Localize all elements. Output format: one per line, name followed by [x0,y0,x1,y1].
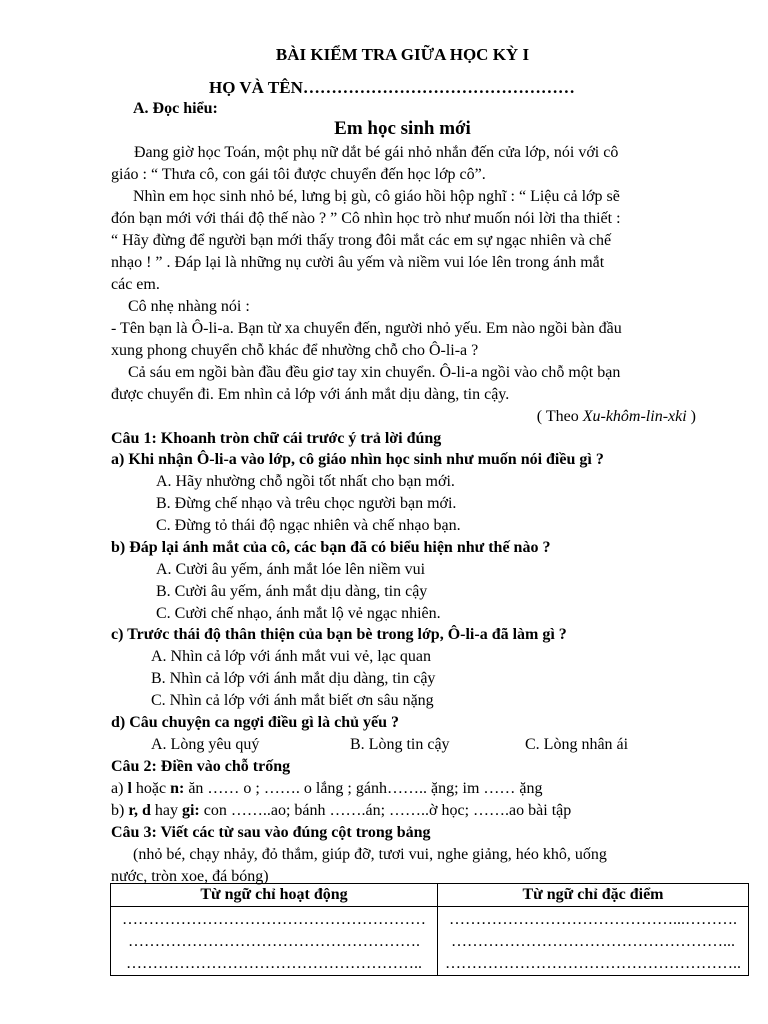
q1a-option-c[interactable]: C. Đừng tỏ thái độ ngạc nhiên và chế nhạo bạn. [156,517,461,534]
story-title: Em học sinh mới [334,118,471,139]
name-line: HỌ VÀ TÊN………………………………………… [209,78,575,97]
story-line: Cô nhẹ nhàng nói : [128,298,250,315]
q1c-question: c) Trước thái độ thân thiện của bạn bè trong lớp, Ô-li-a đã làm gì ? [111,626,567,643]
q1c-option-c[interactable]: C. Nhìn cả lớp với ánh mắt biết ơn sâu nặng [151,692,434,709]
story-line: Cả sáu em ngồi bàn đầu đều giơ tay xin chuyển. Ô-li-a ngồi vào chỗ một bạn [128,364,621,381]
answer-dotline[interactable]: ………………………………………………… [122,911,426,928]
story-line: các em. [111,276,160,293]
q1b-question: b) Đáp lại ánh mắt của cô, các bạn đã có biểu hiện như thế nào ? [111,539,551,556]
story-line: Nhìn em học sinh nhỏ bé, lưng bị gù, cô giáo hồi hộp nghĩ : “ Liệu cả lớp sẽ [133,188,620,205]
table-row [111,907,749,976]
story-line: đón bạn mới với thái độ thế nào ? ” Cô nhìn học trò như muốn nói lời tha thiết : [111,210,621,227]
q3-words-line: nước, tròn xoe, đá bóng) [111,868,269,885]
story-line: “ Hãy đừng để người bạn mới thấy trong đôi mắt các em sự ngạc nhiên và chế [111,232,612,249]
col-header-activity: Từ ngữ chỉ hoạt động [111,884,438,907]
q1d-option-c[interactable]: C. Lòng nhân ái [525,736,629,753]
source-author: Xu-khôm-lin-xki [582,408,687,425]
story-source: ( Theo Xu-khôm-lin-xki ) [536,408,696,425]
activity-answer-cell[interactable] [111,907,438,976]
q1d-question: d) Câu chuyện ca ngợi điều gì là chủ yếu ? [111,714,400,731]
q1-title: Câu 1: Khoanh tròn chữ cái trước ý trả lời đúng [111,430,442,447]
q1d-option-a[interactable]: A. Lòng yêu quý [151,736,260,753]
q1b-option-c[interactable]: C. Cười chế nhạo, ánh mắt lộ vẻ ngạc nhiên. [156,605,441,622]
section-a-label: A. Đọc hiểu: [133,100,218,117]
answer-dotline[interactable]: ……………………………………………….. [445,955,741,972]
story-line: nhạo ! ” . Đáp lại là những nụ cười âu yếm và niềm vui lóe lên trong ánh mắt [111,254,605,271]
q1a-question: a) Khi nhận Ô-li-a vào lớp, cô giáo nhìn học sinh như muốn nói điều gì ? [111,451,604,468]
story-line: xung phong chuyển chỗ khác để nhường chỗ cho Ô-li-a ? [111,342,479,359]
q1b-option-b[interactable]: B. Cười âu yếm, ánh mắt dịu dàng, tin cậy [156,583,428,600]
story-line: được chuyển đi. Em nhìn cả lớp với ánh mắt dịu dàng, tin cậy. [111,386,510,403]
feature-answer-cell[interactable] [438,907,749,976]
answer-dotline[interactable]: ……………………………………………... [451,933,735,950]
q3-words-line: (nhỏ bé, chạy nhảy, đỏ thắm, giúp đỡ, tươi vui, nghe giảng, héo khô, uống [133,846,607,863]
answer-dotline[interactable]: ……………………………………………….. [126,955,422,972]
q2-line-b[interactable]: b) r, d hay gi: con ……..ao; bánh …….án; ……..ờ học; …….ao bài tập [111,802,572,819]
table-header-row [111,884,749,907]
q1a-option-a[interactable]: A. Hãy nhường chỗ ngồi tốt nhất cho bạn mới. [156,473,455,490]
q1a-option-b[interactable]: B. Đừng chế nhạo và trêu chọc người bạn mới. [156,495,457,512]
q2-title: Câu 2: Điền vào chỗ trống [111,758,291,775]
q1d-option-b[interactable]: B. Lòng tin cậy [350,736,450,753]
answer-dotline[interactable]: ……………………………………...………. [449,911,737,928]
q3-title: Câu 3: Viết các từ sau vào đúng cột trong bảng [111,824,431,841]
story-title-wrap [0,118,768,140]
answer-dotline[interactable]: ………………………………………………. [128,933,420,950]
story-line: giáo : “ Thưa cô, con gái tôi được chuyển đến học lớp cô”. [111,166,486,183]
answer-table [110,883,749,976]
col-header-feature: Từ ngữ chỉ đặc điểm [438,884,749,907]
q1c-option-b[interactable]: B. Nhìn cả lớp với ánh mắt dịu dàng, tin cậy [151,670,436,687]
exam-title: BÀI KIỂM TRA GIỮA HỌC KỲ I [275,45,530,64]
q1c-option-a[interactable]: A. Nhìn cả lớp với ánh mắt vui vẻ, lạc quan [151,648,431,665]
q1b-option-a[interactable]: A. Cười âu yếm, ánh mắt lóe lên niềm vui [156,561,426,578]
q2-line-a[interactable]: a) l hoặc n: ăn …… o ; ……. o lắng ; gánh…….. ặng; im …… ặng [111,780,543,797]
story-line: - Tên bạn là Ô-li-a. Bạn từ xa chuyển đến, người nhỏ yếu. Em nào ngồi bàn đầu [111,320,622,337]
story-line: Đang giờ học Toán, một phụ nữ dắt bé gái nhỏ nhắn đến cửa lớp, nói với cô [134,144,619,161]
